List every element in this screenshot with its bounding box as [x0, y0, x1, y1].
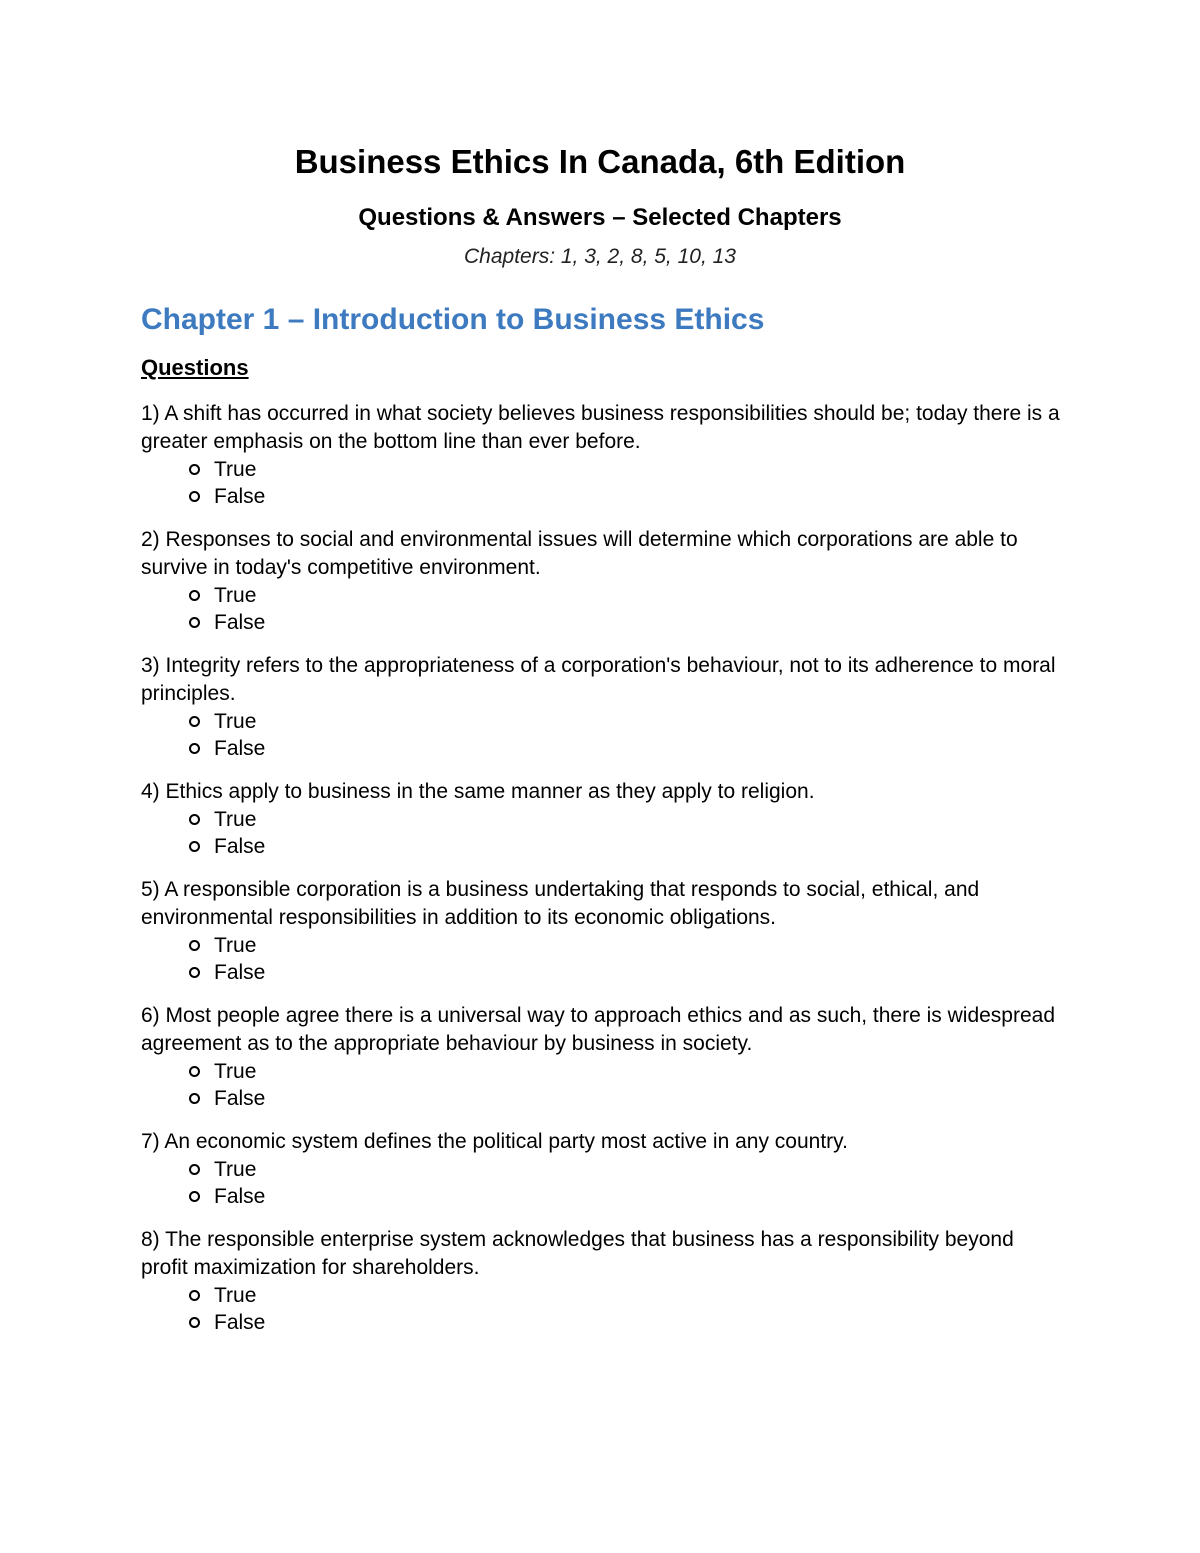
answer-option-true[interactable]	[189, 932, 1061, 959]
question-item	[141, 1002, 1061, 1112]
answer-option-true[interactable]	[189, 1282, 1061, 1309]
hollow-circle-bullet-icon	[189, 617, 200, 628]
questions-list	[141, 400, 1061, 1352]
question-item	[141, 400, 1061, 510]
hollow-circle-bullet-icon	[189, 1191, 200, 1202]
hollow-circle-bullet-icon	[189, 1066, 200, 1077]
option-label: True	[214, 1158, 257, 1181]
answer-options	[141, 1058, 1061, 1112]
question-text: 4) Ethics apply to business in the same manner as they apply to religion.	[141, 780, 815, 803]
hollow-circle-bullet-icon	[189, 1317, 200, 1328]
option-label: False	[214, 1087, 266, 1110]
hollow-circle-bullet-icon	[189, 1290, 200, 1301]
hollow-circle-bullet-icon	[189, 464, 200, 475]
option-label: False	[214, 611, 266, 634]
answer-option-false[interactable]	[189, 833, 1061, 860]
question-item	[141, 778, 1061, 860]
hollow-circle-bullet-icon	[189, 1164, 200, 1175]
chapters-list: Chapters: 1, 3, 2, 8, 5, 10, 13	[463, 245, 736, 268]
question-item	[141, 1226, 1061, 1336]
answer-option-false[interactable]	[189, 483, 1061, 510]
question-text: 1) A shift has occurred in what society believes business responsibilities should be; today there is a greater emphasis on the bottom line than ever before.	[141, 402, 1060, 453]
answer-options	[141, 806, 1061, 860]
question-text: 3) Integrity refers to the appropriateness of a corporation's behaviour, not to its adherence to moral principles.	[141, 654, 1056, 705]
document-title: Business Ethics In Canada, 6th Edition	[294, 143, 906, 180]
hollow-circle-bullet-icon	[189, 743, 200, 754]
option-label: True	[214, 710, 257, 733]
option-label: False	[214, 835, 266, 858]
hollow-circle-bullet-icon	[189, 814, 200, 825]
answer-options	[141, 456, 1061, 510]
option-label: True	[214, 934, 257, 957]
hollow-circle-bullet-icon	[189, 590, 200, 601]
question-item	[141, 526, 1061, 636]
answer-option-false[interactable]	[189, 1309, 1061, 1336]
answer-option-true[interactable]	[189, 582, 1061, 609]
option-label: True	[214, 584, 257, 607]
question-item	[141, 876, 1061, 986]
question-text: 6) Most people agree there is a universal way to approach ethics and as such, there is widespread agreement as to the appropriate behaviour by business in society.	[141, 1004, 1056, 1055]
answer-option-true[interactable]	[189, 1156, 1061, 1183]
question-item	[141, 1128, 1061, 1210]
document-subtitle: Questions & Answers – Selected Chapters	[358, 204, 842, 231]
hollow-circle-bullet-icon	[189, 940, 200, 951]
option-label: False	[214, 485, 266, 508]
answer-option-false[interactable]	[189, 609, 1061, 636]
hollow-circle-bullet-icon	[189, 841, 200, 852]
answer-option-true[interactable]	[189, 708, 1061, 735]
answer-option-false[interactable]	[189, 735, 1061, 762]
question-text: 2) Responses to social and environmental issues will determine which corporations are able to survive in today's competitive environment.	[141, 528, 1018, 579]
option-label: False	[214, 737, 266, 760]
option-label: False	[214, 1185, 266, 1208]
option-label: True	[214, 458, 257, 481]
answer-options	[141, 932, 1061, 986]
chapter-heading: Chapter 1 – Introduction to Business Ethics	[141, 303, 765, 336]
answer-option-true[interactable]	[189, 456, 1061, 483]
option-label: True	[214, 1060, 257, 1083]
question-text: 8) The responsible enterprise system acknowledges that business has a responsibility beyond profit maximization for shareholders.	[141, 1228, 1014, 1279]
answer-option-true[interactable]	[189, 1058, 1061, 1085]
option-label: False	[214, 961, 266, 984]
hollow-circle-bullet-icon	[189, 716, 200, 727]
hollow-circle-bullet-icon	[189, 491, 200, 502]
hollow-circle-bullet-icon	[189, 1093, 200, 1104]
answer-option-false[interactable]	[189, 959, 1061, 986]
hollow-circle-bullet-icon	[189, 967, 200, 978]
answer-options	[141, 1156, 1061, 1210]
option-label: False	[214, 1311, 266, 1334]
questions-heading: Questions	[141, 355, 249, 380]
answer-options	[141, 1282, 1061, 1336]
question-text: 7) An economic system defines the political party most active in any country.	[141, 1130, 848, 1153]
question-item	[141, 652, 1061, 762]
answer-option-false[interactable]	[189, 1183, 1061, 1210]
option-label: True	[214, 808, 257, 831]
answer-options	[141, 708, 1061, 762]
question-text: 5) A responsible corporation is a business undertaking that responds to social, ethical, and environmental responsibilities in addition to its economic obligations.	[141, 878, 980, 929]
option-label: True	[214, 1284, 257, 1307]
answer-options	[141, 582, 1061, 636]
answer-option-true[interactable]	[189, 806, 1061, 833]
answer-option-false[interactable]	[189, 1085, 1061, 1112]
